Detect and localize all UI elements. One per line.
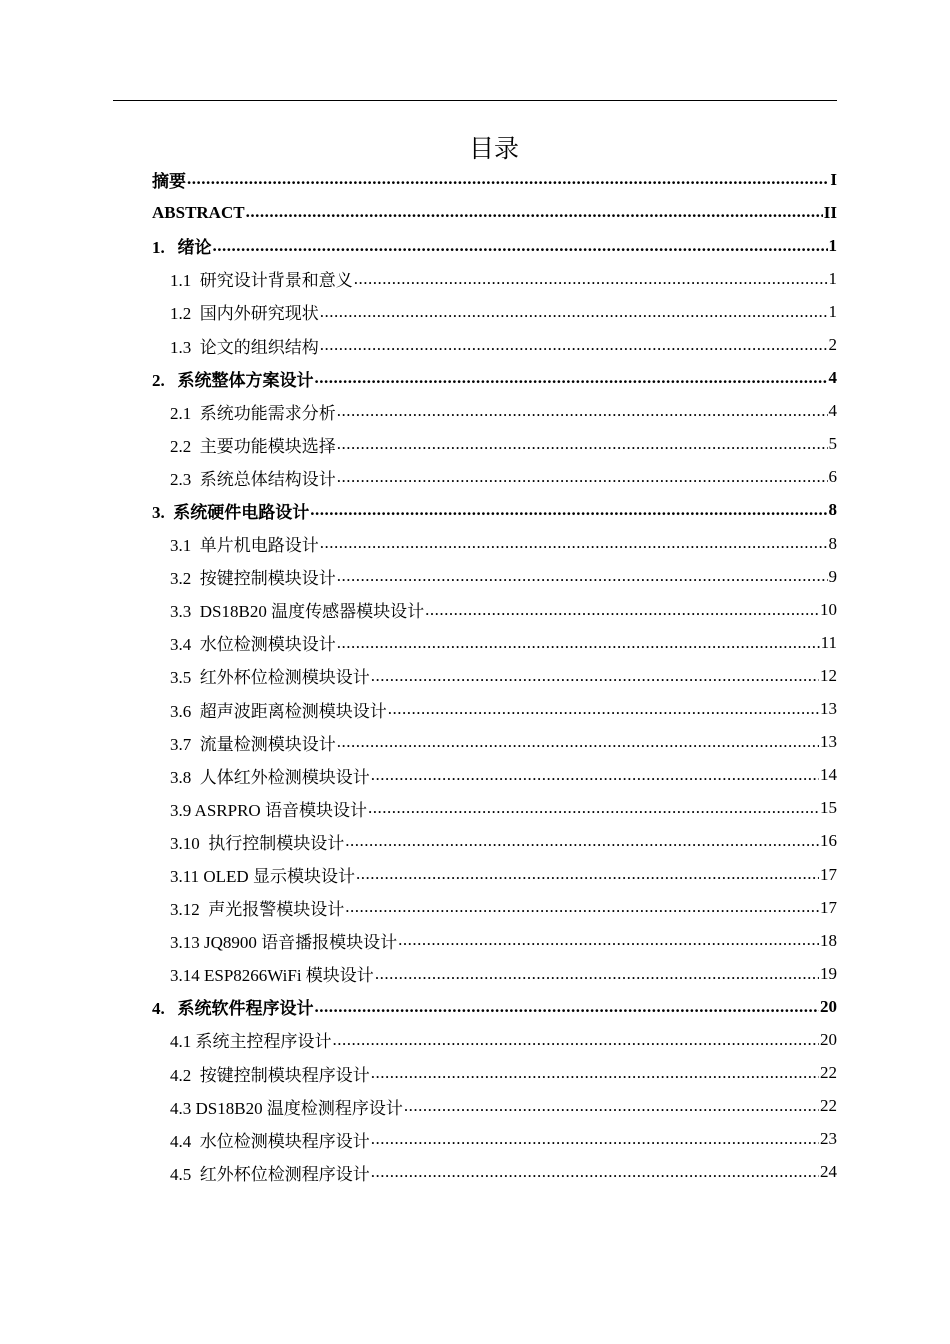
toc-dot-leader — [375, 964, 819, 984]
toc-dot-leader — [337, 732, 819, 752]
toc-entry[interactable] — [152, 196, 837, 229]
toc-dot-leader — [371, 1162, 819, 1182]
toc-entry-label: 3.2 按键控制模块设计 — [170, 569, 336, 589]
toc-dot-leader — [213, 236, 828, 256]
toc-entry-page: 20 — [820, 996, 837, 1016]
toc-dot-leader — [337, 566, 828, 586]
toc-entry-page: 10 — [820, 599, 837, 619]
toc-entry-page: I — [830, 169, 837, 189]
toc-entry-label: 2. 系统整体方案设计 — [152, 370, 314, 390]
toc-entry[interactable] — [152, 957, 837, 990]
toc-entry[interactable] — [152, 494, 837, 527]
toc-entry[interactable] — [152, 1057, 837, 1090]
toc-entry-page: 14 — [820, 765, 837, 785]
toc-entry[interactable] — [152, 1156, 837, 1189]
toc-dot-leader — [368, 798, 819, 818]
toc-entry[interactable] — [152, 262, 837, 295]
toc-dot-leader — [333, 1030, 820, 1050]
toc-entry-label: ABSTRACT — [152, 202, 245, 222]
page-title: 目录 — [468, 134, 519, 163]
toc-dot-leader — [310, 500, 827, 520]
toc-entry-label: 3.13 JQ8900 语音播报模块设计 — [170, 933, 398, 953]
toc-entry[interactable] — [152, 1123, 837, 1156]
toc-entry-page: 13 — [820, 699, 837, 719]
toc-dot-leader — [388, 699, 819, 719]
toc-dot-leader — [345, 897, 819, 917]
toc-entry-page: 18 — [820, 930, 837, 950]
toc-entry[interactable] — [152, 924, 837, 957]
toc-entry-page: 8 — [828, 500, 837, 520]
toc-entry[interactable] — [152, 659, 837, 692]
toc-entry[interactable] — [152, 395, 837, 428]
toc-entry-label: 3.6 超声波距离检测模块设计 — [170, 701, 387, 721]
toc-entry-page: 17 — [820, 864, 837, 884]
toc-entry[interactable] — [152, 461, 837, 494]
toc-entry-label: 2.2 主要功能模块选择 — [170, 436, 336, 456]
toc-dot-leader — [398, 931, 819, 951]
toc-entry[interactable] — [152, 726, 837, 759]
toc-entry[interactable] — [152, 825, 837, 858]
toc-entry-label: 3.8 人体红外检测模块设计 — [170, 767, 370, 787]
toc-dot-leader — [337, 401, 828, 421]
toc-entry[interactable] — [152, 428, 837, 461]
toc-entry-label: 4.4 水位检测模块程序设计 — [170, 1131, 370, 1151]
toc-entry-label: 3.14 ESP8266WiFi 模块设计 — [170, 966, 374, 986]
toc-entry[interactable] — [152, 792, 837, 825]
toc-entry[interactable] — [152, 759, 837, 792]
toc-entry-label: 4. 系统软件程序设计 — [152, 999, 314, 1019]
toc-entry-label: 2.3 系统总体结构设计 — [170, 469, 336, 489]
toc-entry-label: 1.3 论文的组织结构 — [170, 337, 319, 357]
toc-dot-leader — [371, 1063, 819, 1083]
toc-entry-page: 22 — [820, 1096, 837, 1116]
toc-entry-page: 2 — [828, 335, 837, 355]
toc-entry[interactable] — [152, 1090, 837, 1123]
toc-entry-page: 6 — [828, 467, 837, 487]
toc-entry-label: 3.11 OLED 显示模块设计 — [170, 867, 355, 887]
toc-dot-leader — [320, 302, 828, 322]
toc-entry-page: 1 — [828, 301, 837, 321]
toc-entry-label: 3.10 执行控制模块设计 — [170, 833, 345, 853]
toc-entry-label: 1. 绪论 — [152, 238, 212, 258]
toc-entry-label: 1.1 研究设计背景和意义 — [170, 271, 353, 291]
toc-dot-leader — [337, 633, 820, 653]
toc-entry-label: 3.3 DS18B20 温度传感器模块设计 — [170, 602, 425, 622]
toc-entry-label: 4.2 按键控制模块程序设计 — [170, 1065, 370, 1085]
toc-entry-page: 16 — [820, 831, 837, 851]
toc-entry[interactable] — [152, 362, 837, 395]
toc-dot-leader — [371, 666, 819, 686]
toc-entry[interactable] — [152, 229, 837, 262]
toc-entry[interactable] — [152, 295, 837, 328]
toc-entry-label: 摘要 — [152, 172, 186, 192]
toc-entry[interactable] — [152, 858, 837, 891]
toc-entry[interactable] — [152, 328, 837, 361]
toc-entry[interactable] — [152, 990, 837, 1023]
toc-entry[interactable] — [152, 163, 837, 196]
toc-dot-leader — [354, 269, 828, 289]
toc-dot-leader — [371, 765, 819, 785]
toc-dot-leader — [315, 997, 820, 1017]
toc-dot-leader — [337, 434, 828, 454]
toc-dot-leader — [337, 467, 828, 487]
toc-entry-label: 4.5 红外杯位检测程序设计 — [170, 1164, 370, 1184]
toc-entry-page: 4 — [828, 401, 837, 421]
toc-entry-page: 11 — [820, 632, 837, 652]
toc-entry-page: 8 — [828, 533, 837, 553]
toc-entry[interactable] — [152, 1023, 837, 1056]
toc-dot-leader — [404, 1096, 819, 1116]
toc-entry-page: 4 — [828, 368, 837, 388]
toc-entry-label: 2.1 系统功能需求分析 — [170, 403, 336, 423]
toc-entry-page: 9 — [828, 566, 837, 586]
toc-entry-label: 3.9 ASRPRO 语音模块设计 — [170, 800, 367, 820]
toc-entry-label: 3.5 红外杯位检测模块设计 — [170, 668, 370, 688]
toc-dot-leader — [345, 831, 819, 851]
toc-entry-page: 24 — [820, 1162, 837, 1182]
toc-entry-page: 19 — [820, 963, 837, 983]
toc-entry-page: 5 — [828, 434, 837, 454]
toc-entry-page: II — [823, 202, 837, 222]
toc-entry[interactable] — [152, 693, 837, 726]
header-rule — [113, 100, 837, 101]
toc-dot-leader — [246, 202, 823, 222]
toc-entry[interactable] — [152, 891, 837, 924]
toc-dot-leader — [356, 864, 819, 884]
toc-dot-leader — [425, 600, 819, 620]
toc-entry-label: 3.12 声光报警模块设计 — [170, 900, 345, 920]
toc-entry[interactable] — [152, 593, 837, 626]
toc-dot-leader — [187, 169, 829, 189]
toc-entry-label: 1.2 国内外研究现状 — [170, 304, 319, 324]
toc-entry-page: 23 — [820, 1129, 837, 1149]
toc-entry-page: 13 — [820, 732, 837, 752]
toc-dot-leader — [320, 533, 828, 553]
toc-dot-leader — [320, 335, 828, 355]
toc-entry-page: 1 — [828, 235, 837, 255]
toc-entry-label: 3.1 单片机电路设计 — [170, 536, 319, 556]
toc-entry-page: 22 — [820, 1063, 837, 1083]
toc-entry-label: 4.1 系统主控程序设计 — [170, 1032, 332, 1052]
toc-entry-page: 12 — [820, 665, 837, 685]
toc-dot-leader — [371, 1129, 819, 1149]
toc-entry-label: 4.3 DS18B20 温度检测程序设计 — [170, 1098, 403, 1118]
toc-entry-label: 3. 系统硬件电路设计 — [152, 502, 310, 522]
toc-entry-label: 3.7 流量检测模块设计 — [170, 734, 336, 754]
toc-entry[interactable] — [152, 626, 837, 659]
toc-entry[interactable] — [152, 527, 837, 560]
toc-entry-page: 17 — [820, 897, 837, 917]
toc-entry-page: 15 — [820, 798, 837, 818]
toc-entry[interactable] — [152, 560, 837, 593]
toc-entry-label: 3.4 水位检测模块设计 — [170, 635, 336, 655]
toc-entry-page: 20 — [820, 1029, 837, 1049]
table-of-contents — [152, 163, 837, 1189]
toc-dot-leader — [315, 368, 828, 388]
toc-entry-page: 1 — [828, 268, 837, 288]
